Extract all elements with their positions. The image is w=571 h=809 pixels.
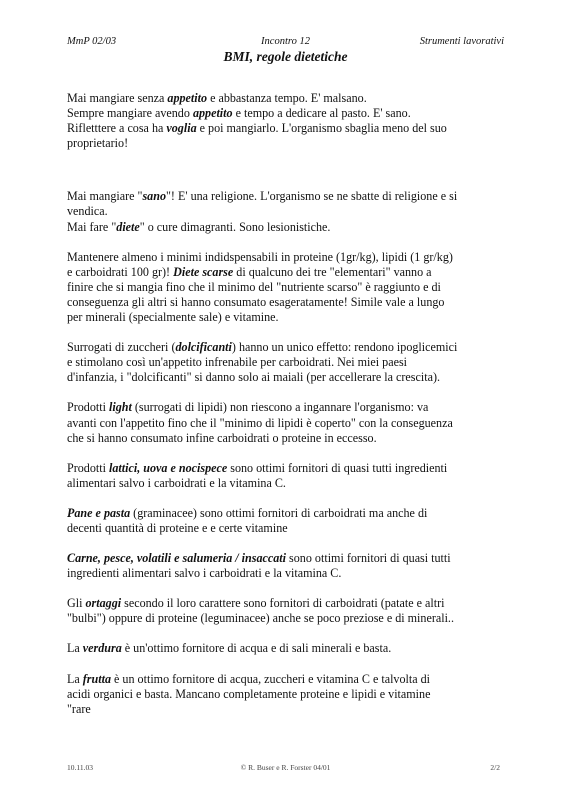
text-run: è un'ottimo fornitore di acqua e di sali minerali e basta. [121, 641, 392, 656]
text-line [67, 310, 279, 324]
text-run: alimentari salvo i carboidrati e la vitamina C. [67, 475, 286, 490]
text-line [67, 204, 108, 218]
text-run: Gli [67, 596, 86, 611]
emphasis-term: light [109, 400, 132, 415]
text-line [67, 566, 341, 580]
paragraph [67, 461, 512, 491]
text-run: secondo il loro carattere sono fornitori di carboidrati (patate e altri [121, 596, 445, 611]
footer-date: 10.11.03 [67, 763, 93, 772]
text-run: sono ottimi fornitori di quasi tutti ingredienti [227, 460, 448, 475]
paragraph [67, 250, 512, 325]
text-run: Mai fare " [67, 219, 117, 234]
text-run: e stimolano così un'appetito infrenabile per carboidrati. Nei miei paesi [67, 355, 408, 370]
emphasis-term: voglia [166, 121, 197, 136]
paragraph [67, 189, 512, 234]
emphasis-term: frutta [82, 671, 112, 686]
text-line [67, 400, 428, 414]
text-line [67, 355, 407, 369]
text-line [67, 295, 444, 309]
paragraph [67, 340, 512, 385]
text-run: Prodotti [67, 400, 109, 415]
text-line [67, 250, 453, 264]
text-run: di qualcuno dei tre "elementari" vanno a [233, 264, 432, 279]
emphasis-term: ortaggi [85, 596, 122, 611]
paragraph [67, 641, 512, 656]
emphasis-term: Carne, pesce, volatili e salumeria / insaccati [67, 551, 287, 566]
text-run: "rare [67, 701, 91, 716]
text-run: proprietario! [67, 136, 129, 151]
text-line [67, 611, 454, 625]
text-run: La [67, 671, 83, 686]
text-line [67, 506, 427, 520]
paragraph [67, 672, 512, 717]
header-course-code: MmP 02/03 [67, 36, 117, 47]
text-run: Surrogati di zuccheri ( [67, 340, 176, 355]
text-line [67, 136, 128, 150]
text-run: "! E' una religione. L'organismo se ne sbatte di religione e si [166, 189, 458, 204]
text-run: finire che si mangia fino che il minimo del "nutriente scarso" è raggiunto e di [67, 279, 441, 294]
text-line [67, 461, 447, 475]
text-run: Mai mangiare " [67, 189, 143, 204]
paragraph [67, 91, 512, 151]
header-session: Incontro 12 [261, 36, 310, 47]
emphasis-term: lattici, uova e nocispece [109, 460, 228, 475]
text-run: "bulbi") oppure di proteine (leguminacee) anche se poco preziose e di minerali.. [67, 611, 454, 626]
text-line [67, 106, 411, 120]
text-run: sono ottimi fornitori di quasi tutti [286, 551, 451, 566]
text-line [67, 121, 447, 135]
text-line [67, 596, 445, 610]
text-run: Rifletttere a cosa ha [67, 121, 167, 136]
text-line [67, 672, 430, 686]
text-line [67, 91, 367, 105]
emphasis-term: appetito [192, 106, 233, 121]
text-run: vendica. [67, 204, 108, 219]
text-line [67, 265, 432, 279]
text-run: e carboidrati 100 gr)! [67, 264, 174, 279]
text-line [67, 641, 391, 655]
text-run: Mai mangiare senza [67, 91, 168, 105]
text-run: " o cure dimagranti. Sono lesionistiche. [139, 219, 331, 234]
paragraph [67, 506, 512, 536]
text-run: e tempo a dedicare al pasto. E' sano. [232, 106, 411, 121]
footer-copyright: © R. Buser e R. Forster 04/01 [240, 763, 331, 772]
emphasis-term: Diete scarse [173, 264, 234, 279]
text-run: ) hanno un unico effetto: rendono ipoglicemici [231, 340, 458, 355]
paragraph [67, 400, 512, 445]
text-run: avanti con l'appetito fino che il "minimo di lipidi è coperto" con la conseguenza [67, 415, 453, 430]
text-run: decenti quantità di proteine e e certe vitamine [67, 520, 288, 535]
footer-page-number: 2/2 [490, 763, 500, 772]
text-line [67, 416, 453, 430]
paragraph [67, 596, 512, 626]
emphasis-term: diete [116, 219, 140, 234]
text-line [67, 476, 286, 490]
text-run: La [67, 641, 83, 656]
emphasis-term: verdura [82, 641, 122, 656]
text-run: Sempre mangiare avendo [67, 106, 193, 121]
text-run: (surrogati di lipidi) non riescono a ingannare l'organismo: va [131, 400, 429, 415]
text-run: è un ottimo fornitore di acqua, zuccheri e vitamina C e talvolta di [111, 671, 431, 686]
text-line [67, 280, 441, 294]
text-line [67, 340, 457, 354]
text-run: conseguenza gli altri si hanno consumato esageratamente! Simile vale a lungo [67, 294, 445, 309]
document-body [67, 91, 512, 717]
text-line [67, 521, 288, 535]
emphasis-term: sano [142, 189, 166, 204]
text-line [67, 702, 91, 716]
text-line [67, 687, 430, 701]
text-line [67, 220, 330, 234]
text-run: ingredienti alimentari salvo i carboidrati e la vitamina C. [67, 566, 342, 581]
text-line [67, 189, 457, 203]
emphasis-term: Pane e pasta [67, 505, 131, 520]
text-run: Prodotti [67, 460, 109, 475]
text-run: e abbastanza tempo. E' malsano. [207, 91, 367, 105]
paragraph [67, 551, 512, 581]
text-run: e poi mangiarlo. L'organismo sbaglia meno del suo [196, 121, 447, 136]
text-run: per minerali (specialmente sale) e vitamine. [67, 310, 279, 325]
text-run: acidi organici e basta. Mancano completamente proteine e lipidi e vitamine [67, 686, 431, 701]
emphasis-term: dolcificanti [175, 340, 232, 355]
header-section: Strumenti lavorativi [419, 36, 504, 47]
text-run: d'infanzia, i "dolcificanti" si danno solo ai maiali (per accellerare la crescita). [67, 370, 441, 385]
text-run: che si hanno consumato infine carboidrati o proteine in eccesso. [67, 430, 377, 445]
text-line [67, 370, 440, 384]
text-run: Mantenere almeno i minimi indidspensabili in proteine (1gr/kg), lipidi (1 gr/kg) [67, 249, 453, 264]
page-title: BMI, regole dietetiche [223, 49, 348, 64]
emphasis-term: appetito [167, 91, 208, 105]
text-run: (graminacee) sono ottimi fornitori di carboidrati ma anche di [130, 505, 428, 520]
text-line [67, 551, 451, 565]
text-line [67, 431, 377, 445]
